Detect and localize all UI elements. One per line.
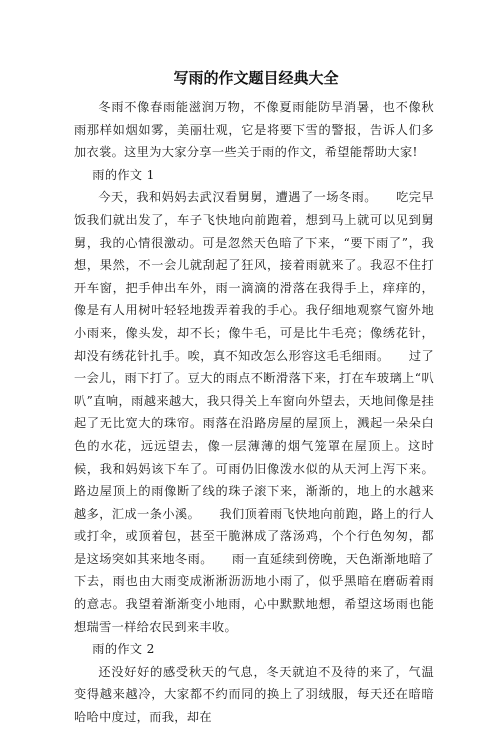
essay-2-heading: 雨的作文 2 xyxy=(92,642,155,657)
essay-1-body: 今天，我和妈妈去武汉看舅舅，遭遇了一场冬雨。 吃完早饭我们就出发了，车子飞快地向前跑着，想到马上就可以见到舅舅，我的心情很激动。可是忽然天色暗了下来，“要下雨了”，我想，果然，不一会儿就刮起了狂风，接着雨就来了。我忍不住打开车窗，把手伸出车外，雨一滴滴的滑落在我得手上，痒痒的，像是有人用树叶轻轻地拨弄着我的手心。我仔细地观察气窗外地小雨来，像头发，却不长；像牛毛，可是比牛毛亮；像绣花针，却没有绣花针扎手。唉，真不知改怎么形容这毛毛细雨。 过了一会儿，雨下打了。豆大的雨点不断滑落下来，打在车玻璃上“叭叭”直响，雨越来越大，我只得关上车窗向外望去，天地间像是挂起了无比宽大的珠帘。雨落在沿路房屋的屋顶上，溅起一朵朵白色的水花，远远望去，像一层薄薄的烟气笼罩在屋顶上。这时候，我和妈妈该下车了。可雨仍旧像泼水似的从天河上泻下来。路边屋顶上的雨像断了线的珠子滚下来，渐渐的，地上的水越来越多，汇成一条小溪。 我们顶着雨飞快地向前跑，路上的行人或打伞，或顶着包，甚至干脆淋成了落汤鸡，个个行色匆匆，都是这场突如其来地冬雨。 雨一直延续到傍晚，天色渐渐地暗了下去，雨也由大雨变成淅淅沥沥地小雨了，似乎黑暗在磨砺着雨的意志。我望着渐渐变小地雨，心中默默地想，希望这场雨也能想瑞雪一样给农民到来丰收。 xyxy=(74,190,434,634)
essay-1-heading: 雨的作文 1 xyxy=(92,167,155,182)
document-title: 写雨的作文题目经典大全 xyxy=(173,69,339,87)
essay-2-body: 还没好好的感受秋天的气息，冬天就迫不及待的来了，气温变得越来越冷，大家都不约而同的换上了羽绒服，每天还在暗暗哈哈中度过，而我，却在 xyxy=(74,664,434,725)
intro-paragraph: 冬雨不像春雨能滋润万物，不像夏雨能防旱消暑，也不像秋雨那样如烟如雾，美丽壮观，它是将要下雪的警报，告诉人们多加衣裳。这里为大家分享一些关于雨的作文，希望能帮助大家! xyxy=(74,100,434,160)
